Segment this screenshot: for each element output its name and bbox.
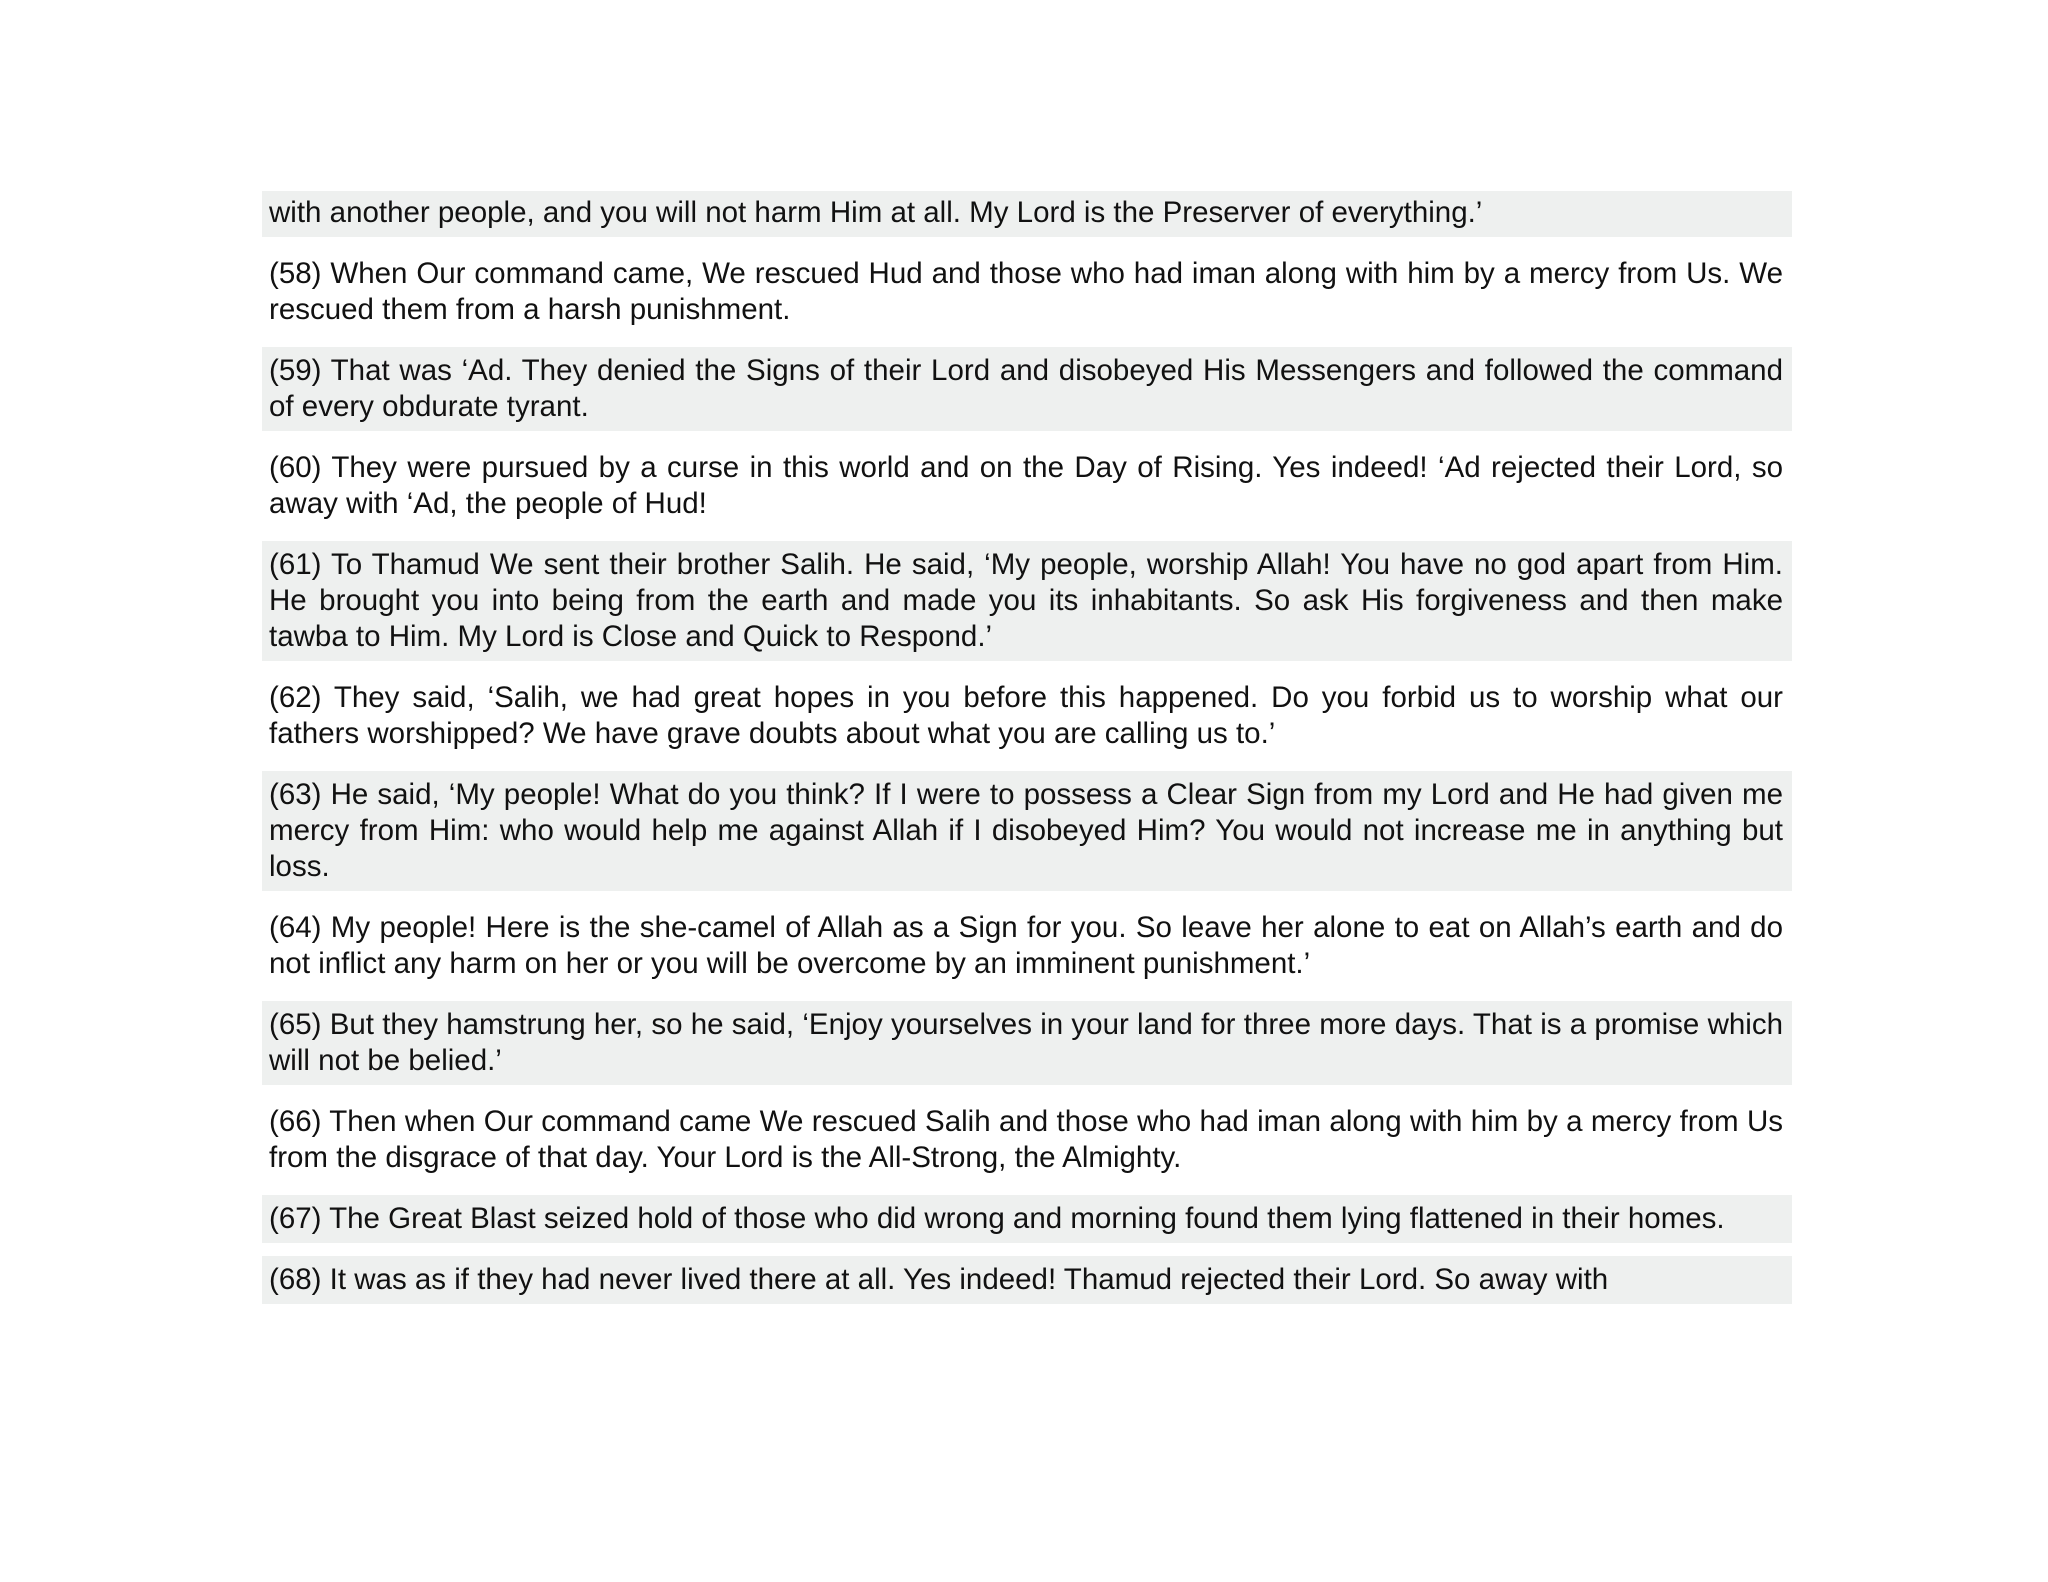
verse-66: (66) Then when Our command came We rescued Salih and those who had iman along with him by a mercy from Us from the disgrace of that day. Your Lord is the All-Strong, the Almighty. xyxy=(262,1098,1792,1182)
verse-continuation: with another people, and you will not harm Him at all. My Lord is the Preserver of everything.’ xyxy=(262,191,1792,237)
verse-67: (67) The Great Blast seized hold of those who did wrong and morning found them lying flattened in their homes. xyxy=(262,1195,1792,1243)
verse-68: (68) It was as if they had never lived there at all. Yes indeed! Thamud rejected their Lord. So away with xyxy=(262,1256,1792,1304)
verse-63: (63) He said, ‘My people! What do you think? If I were to possess a Clear Sign from my Lord and He had given me mercy from Him: who would help me against Allah if I disobeyed Him? You would not increase me in anything but loss. xyxy=(262,771,1792,891)
verse-59: (59) That was ‘Ad. They denied the Signs of their Lord and disobeyed His Messengers and followed the command of every obdurate tyrant. xyxy=(262,347,1792,431)
text-excerpt xyxy=(262,191,1792,1331)
verse-58: (58) When Our command came, We rescued Hud and those who had iman along with him by a mercy from Us. We rescued them from a harsh punishment. xyxy=(262,250,1792,334)
verse-64: (64) My people! Here is the she-camel of Allah as a Sign for you. So leave her alone to eat on Allah’s earth and do not inflict any harm on her or you will be overcome by an imminent punishment.’ xyxy=(262,904,1792,988)
verse-61: (61) To Thamud We sent their brother Salih. He said, ‘My people, worship Allah! You have no god apart from Him. He brought you into being from the earth and made you its inhabitants. So ask His forgiveness and then make tawba to Him. My Lord is Close and Quick to Respond.’ xyxy=(262,541,1792,661)
verse-65: (65) But they hamstrung her, so he said, ‘Enjoy yourselves in your land for three more days. That is a promise which will not be belied.’ xyxy=(262,1001,1792,1085)
verse-62: (62) They said, ‘Salih, we had great hopes in you before this happened. Do you forbid us to worship what our fathers worshipped? We have grave doubts about what you are calling us to.’ xyxy=(262,674,1792,758)
verse-60: (60) They were pursued by a curse in this world and on the Day of Rising. Yes indeed! ‘Ad rejected their Lord, so away with ‘Ad, the people of Hud! xyxy=(262,444,1792,528)
